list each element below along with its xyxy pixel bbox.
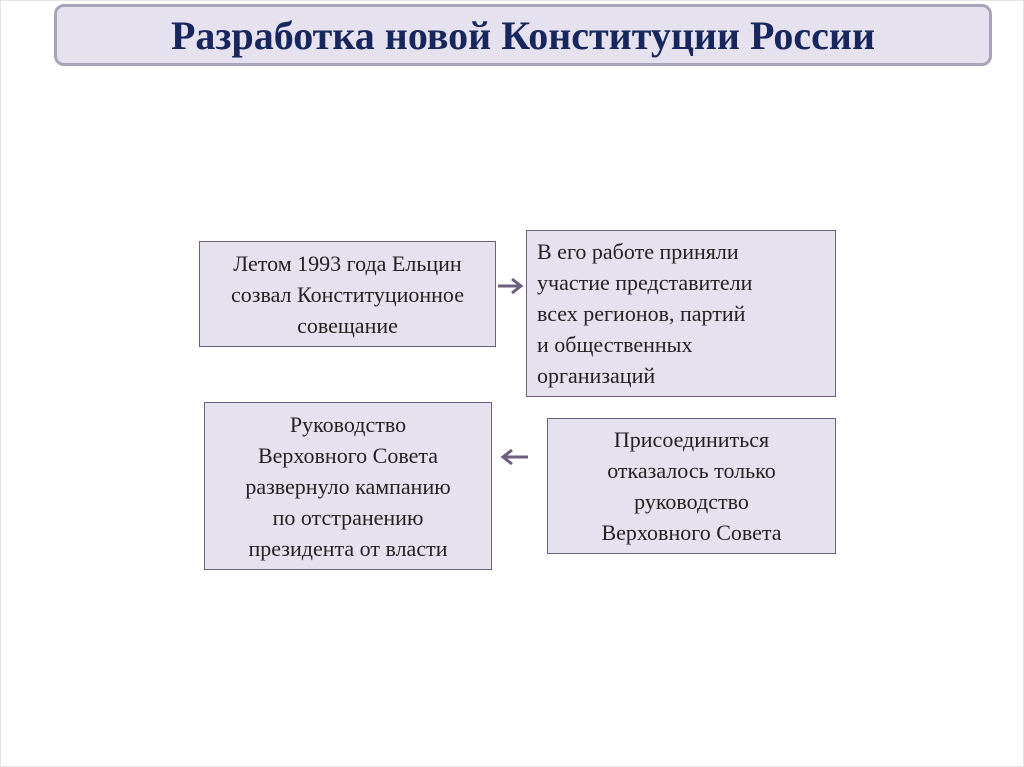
arrow-right-icon — [496, 276, 526, 296]
box-refused-to-join: Присоединиться отказалось только руководство Верховного Совета — [547, 418, 836, 554]
box-constitutional-meeting: Летом 1993 года Ельцин созвал Конституционное совещание — [199, 241, 496, 347]
slide-title: Разработка новой Конституции России — [54, 4, 992, 66]
box-participants: В его работе приняли участие представители всех регионов, партий и общественных организаций — [526, 230, 836, 397]
box-supreme-council-campaign: Руководство Верховного Совета развернуло кампанию по отстранению президента от власти — [204, 402, 492, 570]
arrow-left-icon — [498, 447, 530, 467]
